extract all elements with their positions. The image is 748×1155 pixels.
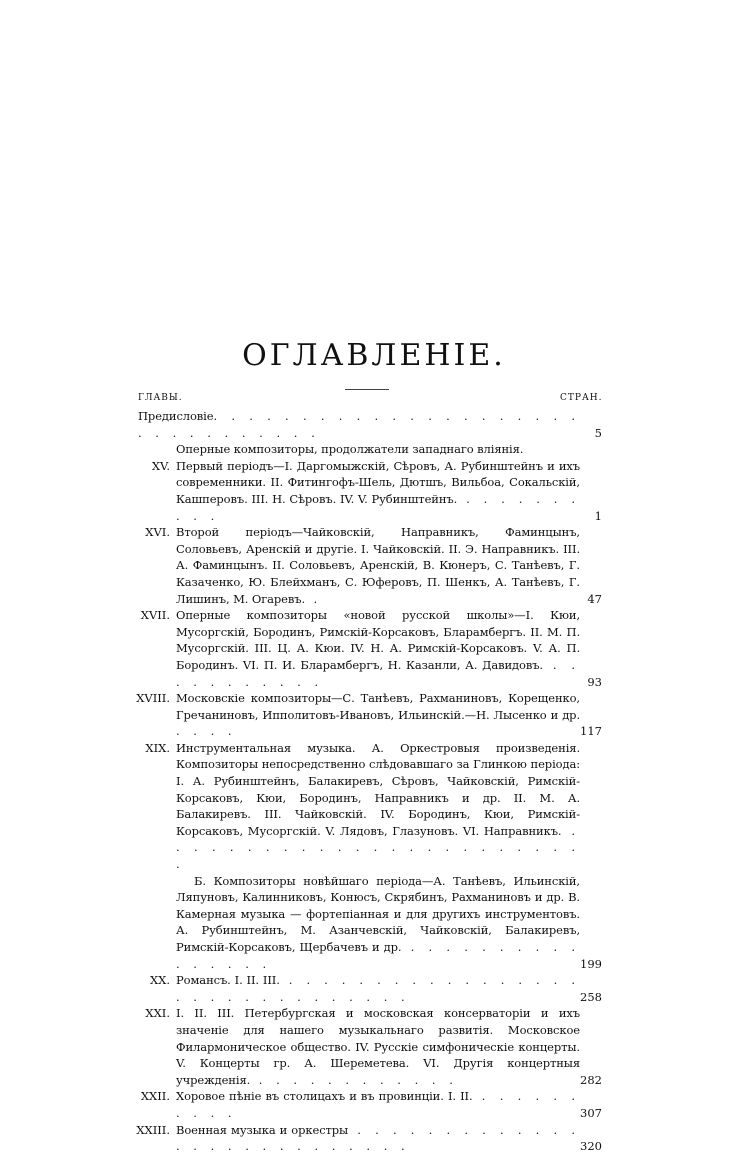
page-number: 320 xyxy=(580,1139,602,1154)
toc-entry xyxy=(0,873,748,973)
page-number: 5 xyxy=(594,425,602,440)
chapter-title xyxy=(176,972,580,1005)
leader-dots: . . . . . . . . . . . . . . . . . . . . . . . . . xyxy=(176,823,581,872)
chapter-text: I. II. III. Петербургская и московская консерваторіи и ихъ значеніе для нашего музыкальнаго развитія. Московское Филармоническое общество. IV. Русскіе симфоническіе концерты. V. Концерты гр. А. Шереметева. VI. Другія концертныя учрежденія. xyxy=(176,1006,580,1087)
chapter-title xyxy=(138,408,580,441)
chapters-column-header: ГЛАВЫ. xyxy=(138,393,183,403)
chapter-number: XVII. xyxy=(140,608,170,623)
chapter-title xyxy=(176,1005,580,1088)
leader-dots: . . . . . . . . . . . xyxy=(176,657,580,689)
toc-entry xyxy=(0,1005,748,1088)
leader-dots: . xyxy=(305,591,323,606)
page-number: 47 xyxy=(587,591,602,606)
page-number: 1 xyxy=(594,508,602,523)
toc-entry xyxy=(0,740,748,873)
title-rule xyxy=(345,389,389,390)
chapter-text: Московскіе композиторы—С. Танѣевъ, Рахманиновъ, Корещенко, Гречаниновъ, Ипполитовъ-Ивановъ, Ильинскій.—Н. Лысенко и др. xyxy=(176,691,580,722)
chapter-title xyxy=(176,607,580,690)
pages-column-header: СТРАН. xyxy=(560,393,603,403)
page-number: 282 xyxy=(580,1072,602,1087)
chapter-number: XVI. xyxy=(145,525,170,540)
chapter-number: XXI. xyxy=(145,1006,170,1021)
chapter-number: XX. xyxy=(149,973,170,988)
toc-entry xyxy=(0,1122,748,1155)
page-title: ОГЛАВЛЕНІЕ. xyxy=(242,338,506,373)
chapter-text: Оперные композиторы, продолжатели западнаго вліянія. xyxy=(176,442,524,457)
chapter-number: XVIII. xyxy=(136,691,170,706)
chapter-title xyxy=(176,524,580,607)
chapter-text: Хоровое пѣніе въ столицахъ и въ провинціи. I. II. xyxy=(176,1089,473,1104)
page-number: 307 xyxy=(580,1105,602,1120)
leader-dots: . . . . . . . . . . xyxy=(176,1089,580,1120)
chapter-text: Второй періодъ—Чайковскій, Направникъ, Фаминцынъ, Соловьевъ, Аренскій и другіе. I. Чайковскій. II. Э. Направникъ. III. А. Фаминцынъ. II. Соловьевъ, Аренскій, В. Кюнеръ, С. Танѣевъ, Г. Казаченко, Ю. Блейхманъ, С. Юферовъ, П. Шенкъ, А. Танѣевъ, Г. Лишинъ, М. Огаревъ. xyxy=(176,525,580,606)
leader-dots: . . . . . . . . . . . . xyxy=(250,1072,458,1087)
chapter-title xyxy=(176,1122,580,1155)
leader-dots: . . . . . . . . . . . . . . . . . . . . . . . . . . . . . . . . xyxy=(138,409,580,440)
table-of-contents xyxy=(0,408,748,1155)
chapter-title xyxy=(176,441,580,458)
leader-dots: . . . . . . . . . . . . . . . . . . . . . . . . . . . . . . . xyxy=(176,973,580,1004)
toc-entry xyxy=(0,408,748,441)
chapter-number: XIX. xyxy=(145,740,170,755)
leader-dots: . . . . xyxy=(176,724,237,739)
chapter-text: Романсъ. I. II. III. xyxy=(176,973,280,988)
chapter-title xyxy=(176,1088,580,1121)
chapter-title xyxy=(176,690,580,740)
chapter-text: Военная музыка и оркестры xyxy=(176,1122,349,1137)
page-number: 258 xyxy=(580,989,602,1004)
leader-dots: . . . . . . . . . . xyxy=(176,491,580,523)
page-number: 117 xyxy=(580,724,602,739)
toc-entry xyxy=(0,524,748,607)
chapter-title xyxy=(176,458,580,524)
chapter-number: XXII. xyxy=(140,1089,170,1104)
toc-entry xyxy=(0,441,748,458)
page-number: 93 xyxy=(587,674,602,689)
toc-entry xyxy=(0,607,748,690)
chapter-number: XV. xyxy=(151,458,170,473)
chapter-title xyxy=(176,740,580,873)
page-number: 199 xyxy=(580,956,602,971)
chapter-title xyxy=(176,873,580,973)
toc-entry xyxy=(0,690,748,740)
chapter-text: Предисловіе xyxy=(138,409,214,423)
chapter-text: Оперные композиторы «новой русской школы»—I. Кюи, Мусоргскій, Бородинъ, Римскій-Корсаковъ, Бларамбергъ. II. М. П. Мусоргскій. III. Ц. А. Кюи. IV. Н. А. Римскій-Корсаковъ. V. А. П. Бородинъ. VI. П. И. Бларамбергъ, Н. Казанли, А. Давидовъ. xyxy=(176,608,580,672)
leader-dots: . . . . . . . . . . . . . . . . xyxy=(176,940,580,971)
leader-dots: . . . . . . . . . . . . . . . . . . . . . . . . . . . xyxy=(176,1122,580,1154)
chapter-text: Инструментальная музыка. А. Оркестровыя произведенія. Композиторы непосредственно слѣдовавшаго за Глинкою періода: I. А. Рубинштейнъ, Балакиревъ, Сѣровъ, Чайковскій, Римскій-Корсаковъ, Кюи, Бородинъ, Направникъ и др. II. М. А. Балакиревъ. III. Чайковскій. IV. Бородинъ, Кюи, Римскій-Корсаковъ, Мусоргскій. V. Лядовъ, Глазуновъ. VI. Направникъ. xyxy=(176,740,580,838)
toc-entry xyxy=(0,972,748,1005)
chapter-text: Б. Композиторы новѣйшаго періода—А. Танѣевъ, Ильинскій, Ляпуновъ, Калинниковъ, Конюсъ, Скрябинъ, Рахманиновъ и др. В. Камерная музыка — фортепіанная и для другихъ инструментовъ. А. Рубинштейнъ, М. Азанчевскій, Чайковскій, Балакиревъ, Римскій-Корсаковъ, Щербачевъ и др. xyxy=(176,873,580,954)
chapter-text: Первый періодъ—I. Даргомыжскій, Сѣровъ, А. Рубинштейнъ и ихъ современники. II. Фитингофъ-Шель, Дютшъ, Вильбоа, Сокальскій, Кашперовъ. III. Н. Сѣровъ. IV. V. Рубинштейнъ. xyxy=(176,458,580,506)
toc-entry xyxy=(0,1088,748,1121)
chapter-number: XXIII. xyxy=(136,1122,170,1137)
toc-entry xyxy=(0,458,748,524)
